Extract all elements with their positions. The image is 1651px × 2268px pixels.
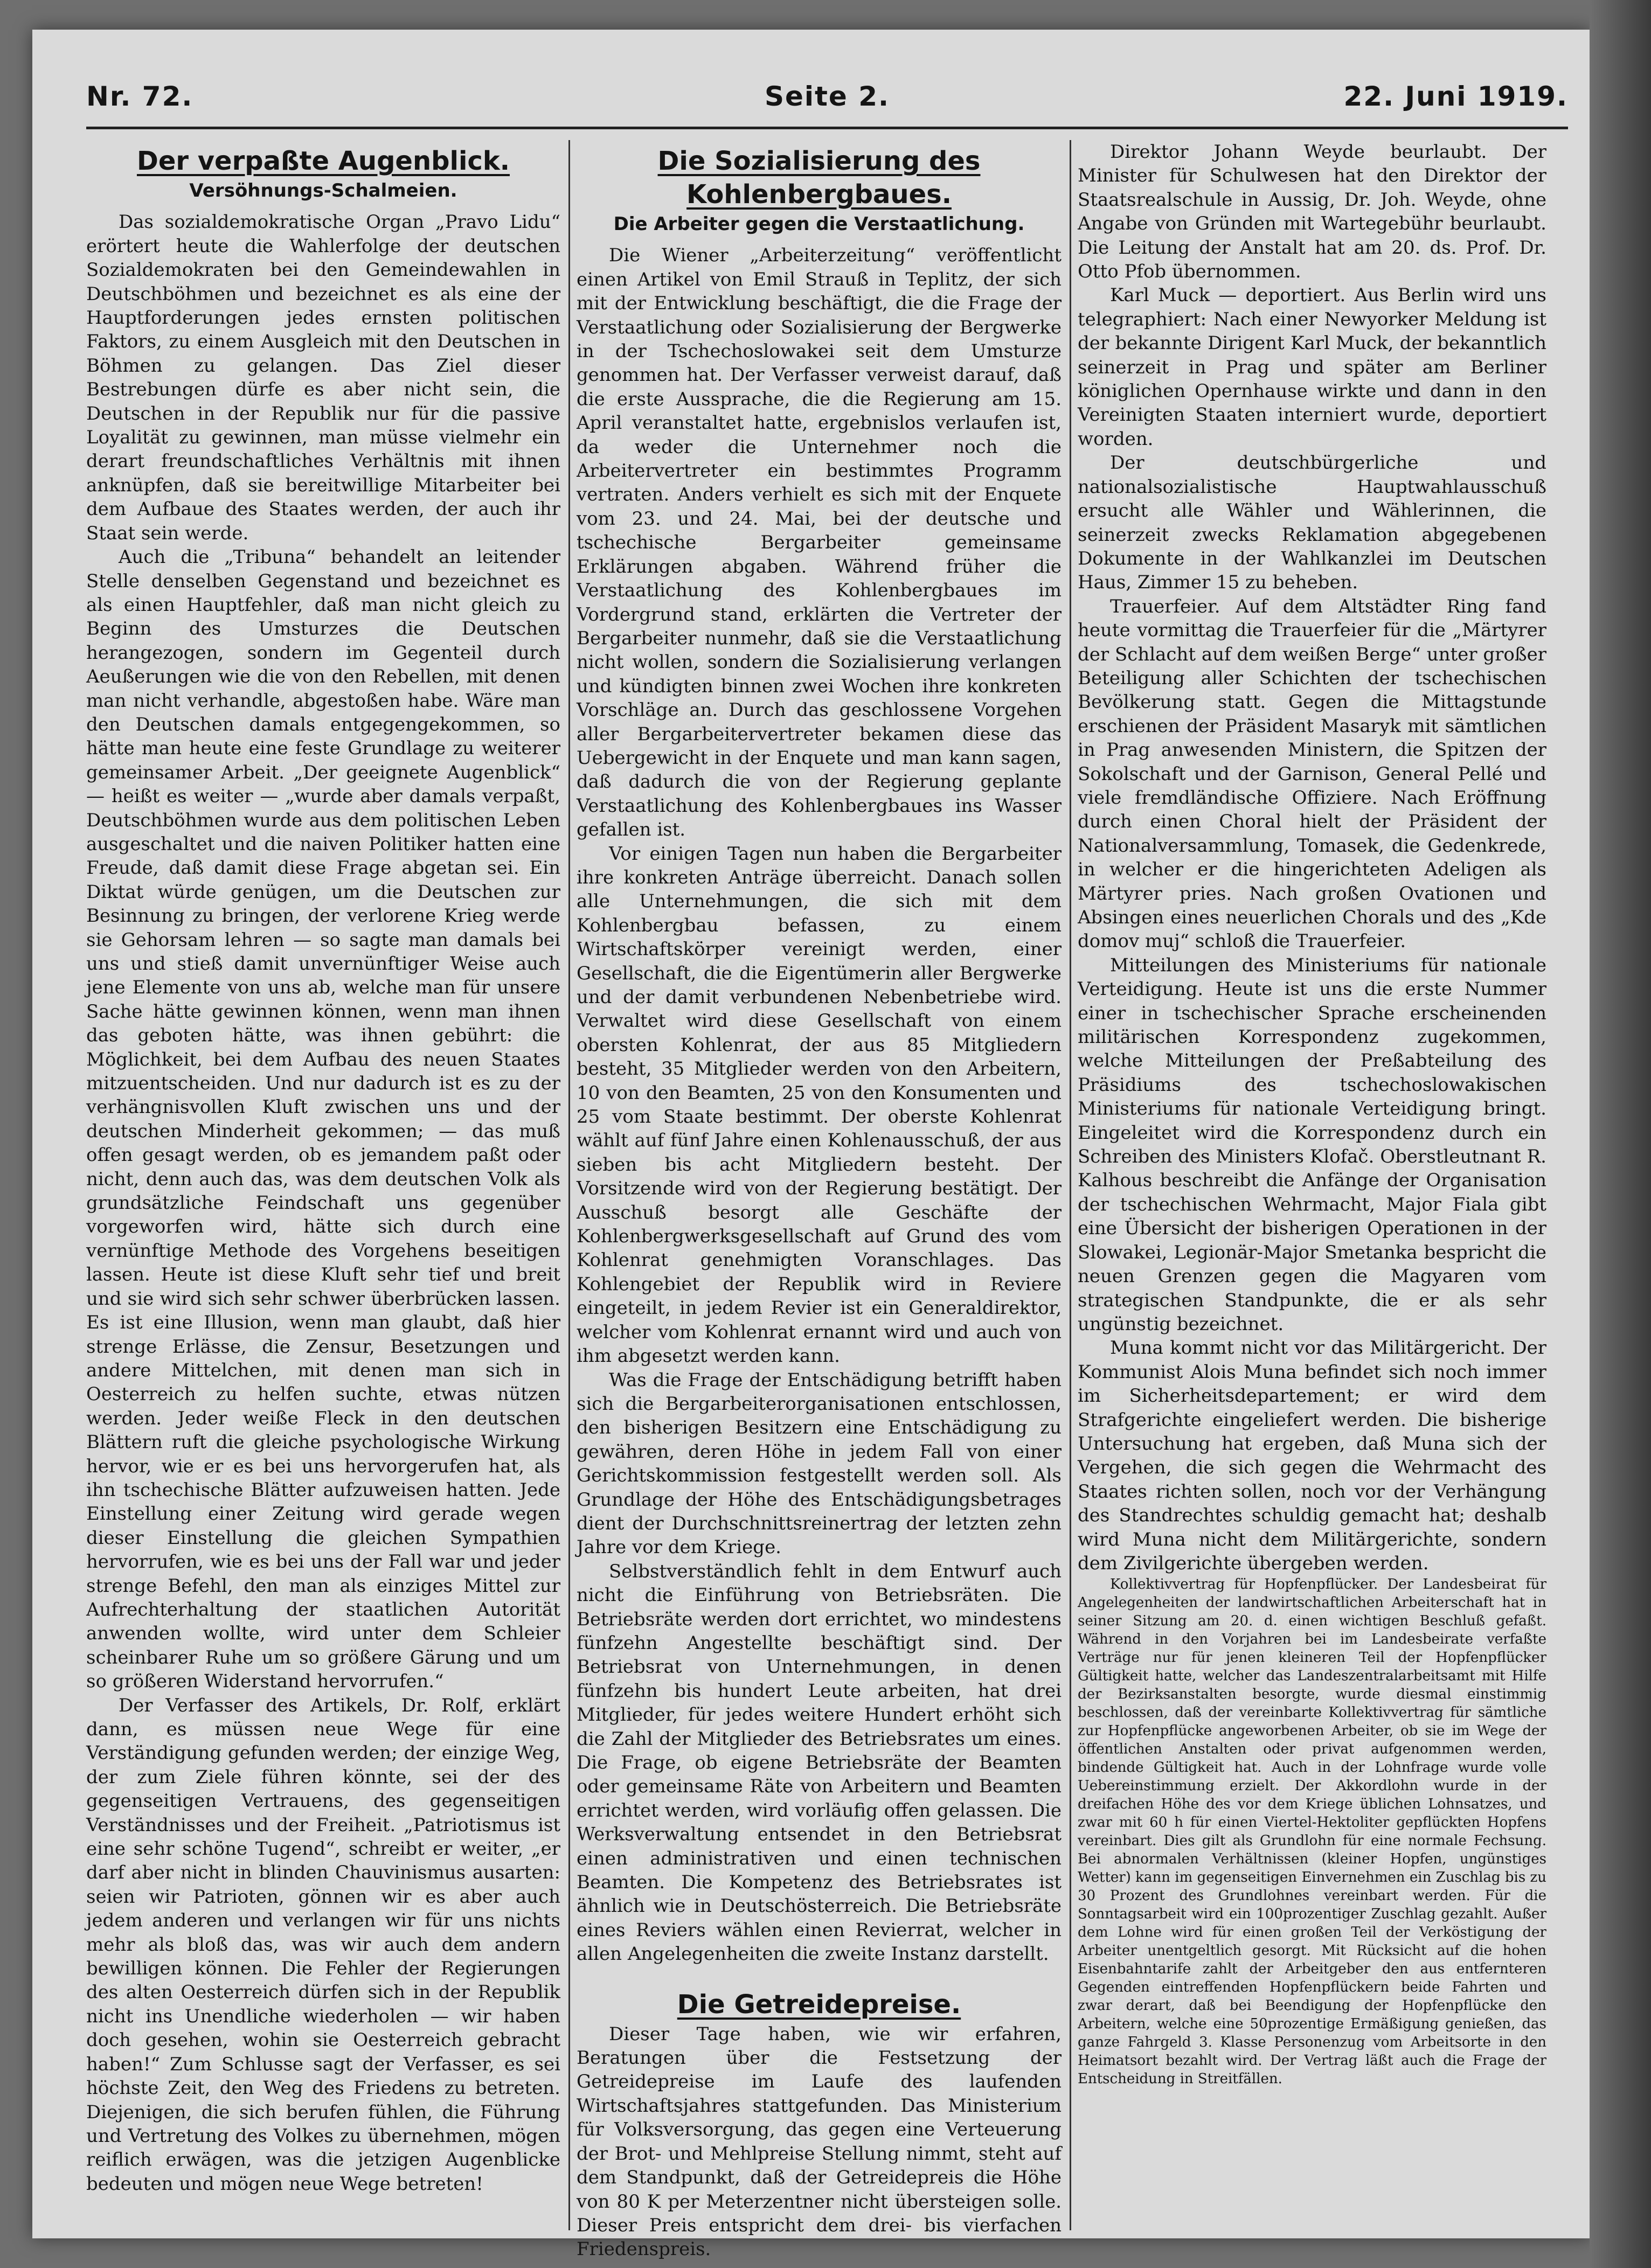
paragraph: Die Wiener „Arbeiterzeitung“ veröffentlicht einen Artikel von Emil Strauß in Teplitz, der sich mit der Entwicklung beschäftigt, die die Frage der Verstaatlichung oder Sozialisierung der Bergwerke in der Tschechoslowakei seit dem Umsturze genommen hat. Der Verfasser verweist darauf, daß die erste Aussprache, die die Regierung am 15. April veranstaltet hatte, ergebnislos verlaufen ist, da weder die Unternehmer noch die Arbeitervertreter ein bestimmtes Programm vertraten. Anders verhielt es sich mit der Enquete vom 23. und 24. Mai, bei der deutsche und tschechische Bergarbeiter gemeinsame Erklärungen abgaben. Während früher die Verstaatlichung des Kohlenbergbaues im Vordergrund stand, erklärten die Vertreter der Bergarbeiter nunmehr, daß sie die Verstaatlichung nicht wollen, sondern die Sozialisierung verlangen und kündigten binnen zwei Wochen ihre konkreten Vorschläge an. Durch das geschlossene Vorgehen aller Bergarbeitervertreter bekamen diese das Uebergewicht in der Enquete und man kann sagen, daß dadurch die von der Regierung geplante Verstaatlichung des Kohlenbergbaues ins Wasser gefallen ist. [577, 245, 1062, 841]
paragraph: Der Verfasser des Artikels, Dr. Rolf, erklärt dann, es müssen neue Wege für eine Verständigung gefunden werden; der einzige Weg, der zum Ziele führen könnte, sei der des gegenseitigen Vertrauens, des gegenseitigen Verständnisses und der Freiheit. „Patriotismus ist eine sehr schöne Tugend“, schreibt er weiter, „er darf aber nicht in blinden Chauvinismus ausarten: seien wir Patrioten, gönnen wir es aber auch jedem anderen und verlangen wir für uns nichts mehr als bloß das, was wir auch dem andern bewilligen können. Die Fehler der Regierungen des alten Oesterreich dürfen sich in der Republik nicht ins Unendliche wiederholen — wir haben doch gesehen, wohin sie Oesterreich gebracht haben!“ Zum Schlusse sagt der Verfasser, es sei höchste Zeit, den Weg des Friedens zu betreten. Diejenigen, die sich berufen fühlen, die Führung und Vertretung des Volkes zu übernehmen, mögen reiflich erwägen, was die jetzigen Augenblicke bedeuten und mögen neue Wege betreten! [86, 1694, 560, 2195]
article-subtitle: Die Arbeiter gegen die Verstaatlichung. [613, 213, 1025, 235]
paragraph: Das sozialdemokratische Organ „Pravo Lidu“ erörtert heute die Wahlerfolge der deutschen Sozialdemokraten bei den Gemeindewahlen in Deutschböhmen und bezeichnet es als eine der Hauptforderungen jedes ernsten politischen Faktors, zu einem Ausgleich mit den Deutschen in Böhmen zu gelangen. Das Ziel dieser Bestrebungen dürfe es aber nicht sein, die Deutschen in der Republik nur für die passive Loyalität zu gewinnen, man müsse vielmehr ein derart freundschaftliches Verhältnis mit ihnen anknüpfen, daß sie bereitwillige Mitarbeiter bei dem Aufbaue des Staates werden, der auch ihr Staat sein werde. [86, 211, 560, 544]
paragraph: Vor einigen Tagen nun haben die Bergarbeiter ihre konkreten Anträge überreicht. Danach sollen alle Unternehmungen, die sich mit dem Kohlenbergbau befassen, zu einem Wirtschaftskörper vereinigt werden, einer Gesellschaft, die die Eigentümerin aller Bergwerke und der damit verbundenen Nebenbetriebe wird. Verwaltet wird diese Gesellschaft von einem obersten Kohlenrat, der aus 85 Mitgliedern besteht, 35 Mitglieder werden von den Arbeitern, 10 von den Beamten, 25 von den Konsumenten und 25 vom Staate bestimmt. Der oberste Kohlenrat wählt auf fünf Jahre einen Kohlenausschuß, der aus sieben bis acht Mitgliedern besteht. Der Vorsitzende wird von der Regierung bestätigt. Der Ausschuß besorgt alle Geschäfte der Kohlenbergwerksgesellschaft auf Grund des vom Kohlenrat genehmigten Voranschlages. Das Kohlengebiet der Republik wird in Reviere eingeteilt, in jedem Revier ist ein Generaldirektor, welcher vom Kohlenrat ernannt wird und auch von ihm abgesetzt werden kann. [577, 843, 1062, 1367]
article-title: Der verpaßte Augenblick. [136, 146, 510, 176]
news-item: Der deutschbürgerliche und nationalsozialistische Hauptwahlausschuß ersucht alle Wähler und Wählerinnen, die seinerzeit zwecks Reklamation abgegebenen Dokumente in der Wahlkanzlei im Deutschen Haus, Zimmer 15 zu beheben. [1078, 452, 1546, 594]
news-item: Muna kommt nicht vor das Militärgericht. Der Kommunist Alois Muna befindet sich noch immer im Sicherheitsdepartement; er wird dem Strafgerichte eingeliefert werden. Die bisherige Untersuchung hat ergeben, daß Muna sich der Vergehen, die sich gegen die Wehrmacht des Staates richten sollen, noch vor der Verhängung des Standrechtes schuldig gemacht hat; deshalb wird Muna nicht dem Militärgerichte, sondern dem Zivilgerichte übergeben werden. [1078, 1337, 1546, 1574]
scan-edge [1590, 0, 1651, 2268]
column-2 [577, 140, 1062, 2260]
news-item: Mitteilungen des Ministeriums für nationale Verteidigung. Heute ist uns die erste Nummer einer in tschechischer Sprache erscheinenden militärischen Korrespondenz zugekommen, welche Mitteilungen der Preßabteilung des Präsidiums des tschechoslowakischen Ministeriums für nationale Verteidigung bringt. Eingeleitet wird die Korrespondenz durch ein Schreiben des Ministers Klofač. Oberstleutnant R. Kalhous beschreibt die Anfänge der Organisation der tschechischen Wehrmacht, Major Fiala gibt eine Übersicht der bisherigen Operationen in der Slowakei, Legionär-Major Smetanka bespricht die neuen Grenzen gegen die Magyaren vom strategischen Standpunkte, die er als sehr ungünstig bezeichnet. [1078, 954, 1546, 1335]
article-subtitle: Versöhnungs-Schalmeien. [189, 180, 457, 201]
header-rule [86, 127, 1568, 129]
column-rule [1070, 140, 1071, 2230]
page-header [86, 75, 1568, 119]
small-print-section [1078, 1575, 1546, 2088]
column-3 [1078, 140, 1546, 2230]
news-item: Karl Muck — deportiert. Aus Berlin wird uns telegraphiert: Nach einer Newyorker Meldung ist der bekannte Dirigent Karl Muck, der bekanntlich seinerzeit in Prag und später am Berliner königlichen Opernhause wirkte und dann in den Vereinigten Staaten interniert wurde, deportiert worden. [1078, 284, 1546, 450]
news-item: Direktor Johann Weyde beurlaubt. Der Minister für Schulwesen hat den Direktor der Staatsrealschule in Aussig, Dr. Joh. Weyde, ohne Angabe von Gründen mit Wartegebühr beurlaubt. Die Leitung der Anstalt hat am 20. ds. Prof. Dr. Otto Pfob übernommen. [1078, 141, 1546, 283]
column-1 [86, 140, 560, 2230]
paragraph: Auch die „Tribuna“ behandelt an leitender Stelle denselben Gegenstand und bezeichnet es als einen Hauptfehler, daß man nicht gleich zu Beginn des Umsturzes die Deutschen herangezogen, sondern im Gegenteil durch Aeußerungen wie die von den Rebellen, mit denen man nicht verhandle, abgestoßen habe. Wäre man den Deutschen damals entgegengekommen, so hätte man heute eine feste Grundlage zu weiterer gemeinsamer Arbeit. „Der geeignete Augenblick“ — heißt es weiter — „wurde aber damals verpaßt, Deutschböhmen wurde aus dem politischen Leben ausgeschaltet und die naiven Politiker hatten eine Freude, daß damit diese Frage abgetan sei. Ein Diktat würde genügen, um die Deutschen zur Besinnung zu bringen, der verlorene Krieg werde sie Gehorsam lehren — so sagte man damals bei uns und stieß damit unvernünftiger Weise auch jene Elemente von uns ab, welche man für unsere Sache hätte gewinnen können, wenn man ihnen das geboten hätte, was ihnen gebührt: die Möglichkeit, bei dem Aufbau des neuen Staates mitzuentscheiden. Und nur dadurch ist es zu der verhängnisvollen Kluft zwischen uns und der deutschen Minderheit gekommen; — das muß offen gesagt werden, ob es jemandem paßt oder nicht, denn auch das, was dem deutschen Volk als grundsätzliche Feindschaft uns gegenüber vorgeworfen wird, hätte sich durch eine vernünftige Methode des Vorgehens beseitigen lassen. Heute ist diese Kluft sehr tief und breit und sie wird sich sehr schwer überbrücken lassen. Es ist eine Illusion, wenn man glaubt, daß hier strenge Erlässe, die Zensur, Besetzungen und andere Mittelchen, mit denen man sich in Oesterreich zu helfen suchte, etwas nützen werden. Jeder weiße Fleck in den deutschen Blättern ruft die gleiche psychologische Wirkung hervor, wie er es bei uns hervorgerufen hat, als ihn tschechische Blätter aufzuweisen hatten. Jede Einstellung einer Zeitung wird gerade wegen dieser Einstellung die gleichen Sympathien hervorrufen, wie es bei uns der Fall war und jeder strenge Befehl, den man als einziges Mittel zur Aufrechterhaltung der staatlichen Autorität anwenden wollte, wird unter dem Schleier scheinbarer Ruhe um so größere Gärung und um so größeren Widerstand hervorrufen.“ [86, 546, 560, 1693]
newspaper-page [32, 30, 1590, 2260]
article-title: Die Getreidepreise. [677, 1989, 961, 2020]
column-rule [568, 140, 570, 2230]
paragraph: Was die Frage der Entschädigung betrifft haben sich die Bergarbeiterorganisationen entschlossen, den bisherigen Besitzern eine Entschädigung zu gewähren, deren Höhe in jedem Fall von einer Gerichtskommission festgestellt werden soll. Als Grundlage der Höhe des Entschädigungsbetrages dient der Durchschnittsreinertrag der letzten zehn Jahre vor dem Kriege. [577, 1369, 1062, 1559]
page-number: Seite 2. [764, 81, 890, 112]
news-item: Trauerfeier. Auf dem Altstädter Ring fand heute vormittag die Trauerfeier für die „Märtyrer der Schlacht auf dem weißen Berge“ unter großer Beteiligung aller Schichten der tschechischen Bevölkerung statt. Gegen die Mittagstunde erschienen der Präsident Masaryk mit sämtlichen in Prag anwesenden Ministern, die Spitzen der Sokolschaft und der Garnison, General Pellé und viele fremdländische Offiziere. Nach Eröffnung durch einen Choral hielt der Präsident der Nationalversammlung, Tomasek, die Gedenkrede, in welcher er die hingerichteten Adeligen als Märtyrer pries. Nach großen Ovationen und Absingen eines neuerlichen Chorals und des „Kde domov muj“ schloß die Trauerfeier. [1078, 595, 1546, 952]
article-title: Die Sozialisierung des Kohlenbergbaues. [657, 146, 981, 210]
issue-number: Nr. 72. [86, 81, 193, 112]
news-item: Kollektivvertrag für Hopfenpflücker. Der Landesbeirat für Angelegenheiten der landwirtschaftlichen Arbeiterschaft hat in seiner Sitzung am 20. d. einen wichtigen Beschluß gefaßt. Während in den Vorjahren bei im Landesbeirate verfaßte Verträge nur für jenen kleineren Teil der Hopfenpflücker Gültigkeit hatte, welcher das Landeszentralarbeitsamt mit Hilfe der Bezirksanstalten besorgte, wurde diesmal einstimmig beschlossen, daß der vereinbarte Kollektivvertrag für sämtliche zur Hopfenpflücke angeworbenen Arbeiter, ob sie im Wege der öffentlichen Anstalten oder privat aufgenommen werden, bindende Gültigkeit hat. Auch in der Lohnfrage wurde volle Uebereinstimmung erzielt. Der Akkordlohn wurde in der dreifachen Höhe des vor dem Kriege üblichen Lohnsatzes, und zwar mit 60 h für einen Viertel-Hektoliter gepflückten Hopfens vereinbart. Dies gilt als Grundlohn für eine normale Fechsung. Bei abnormalen Verhältnissen (kleiner Hopfen, ungünstiges Wetter) kann im gegenseitigen Einvernehmen ein Zuschlag bis zu 30 Prozent des Grundlohnes vereinbart werden. Für die Sonntagsarbeit wird ein 100prozentiger Zuschlag gezahlt. Außer dem Lohne wird für einen großen Teil der Verköstigung der Arbeiter unentgeltlich gesorgt. Mit Rücksicht auf die hohen Eisenbahntarife zahlt der Arbeitgeber den aus entfernteren Gegenden eintreffenden Hopfenpflückern beide Fahrten und zwar derart, daß bei Beendigung der Hopfenpflücke den Arbeitern, welche eine 50prozentige Ermäßigung genießen, das ganze Fahrgeld 3. Klasse Personenzug vom Arbeitsorte in den Heimatsort bezahlt wird. Der Vertrag läßt auch die Frage der Entscheidung in Streitfällen. [1078, 1576, 1546, 2088]
issue-date: 22. Juni 1919. [1343, 81, 1568, 112]
paragraph: Dieser Tage haben, wie wir erfahren, Beratungen über die Festsetzung der Getreidepreise im Laufe des laufenden Wirtschaftsjahres stattgefunden. Das Ministerium für Volksversorgung, das gegen eine Verteuerung der Brot- und Mehlpreise Stellung nimmt, steht auf dem Standpunkt, daß der Getreidepreis die Höhe von 80 K per Meterzentner nicht übersteigen solle. Dieser Preis entspricht dem drei- bis vierfachen Friedenspreis. [577, 2023, 1062, 2260]
paragraph: Selbstverständlich fehlt in dem Entwurf auch nicht die Einführung von Betriebsräten. Die Betriebsräte werden dort errichtet, wo mindestens fünfzehn Angestellte beschäftigt sind. Der Betriebsrat von Unternehmungen, in denen fünfzehn bis hundert Leute arbeiten, hat drei Mitglieder, für jedes weitere Hundert erhöht sich die Zahl der Mitglieder des Betriebsrates um eines. Die Frage, ob eigene Betriebsräte der Beamten oder gemeinsame Räte von Arbeitern und Beamten errichtet werden, wird vorläufig offen gelassen. Die Werksverwaltung entsendet in den Betriebsrat einen administrativen und einen technischen Beamten. Die Kompetenz des Betriebsrates ist ähnlich wie in Deutschösterreich. Die Betriebsräte eines Reviers wählen einen Revierrat, welcher in allen Angelegenheiten die zweite Instanz darstellt. [577, 1560, 1062, 1965]
